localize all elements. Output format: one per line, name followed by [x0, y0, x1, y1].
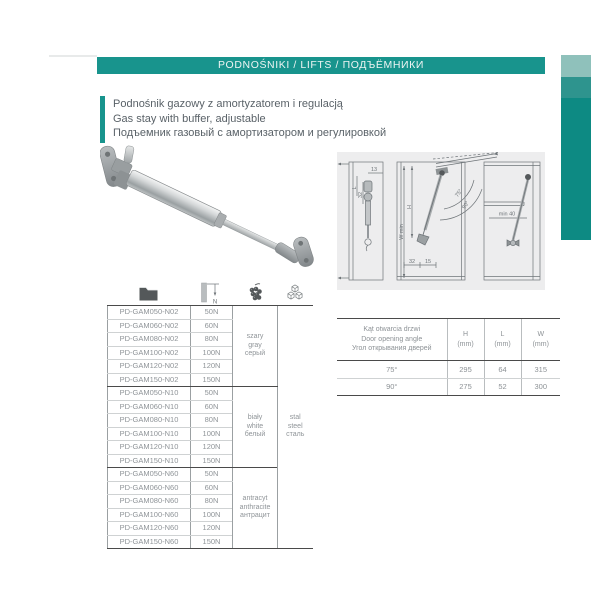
part-code: PD-GAM050-N02	[108, 306, 191, 320]
page-edge-tab	[561, 55, 591, 240]
part-force: 50N	[191, 306, 233, 320]
force-icon-n-label: N	[212, 299, 218, 305]
angle-value: 90°	[337, 378, 447, 396]
h-dim-label: H	[407, 205, 413, 209]
edge-tab-mid	[561, 77, 591, 98]
part-force: 50N	[191, 387, 233, 401]
gas-stay-product-image	[100, 140, 330, 290]
color-name-pl: antracyt	[242, 495, 268, 503]
part-force: 80N	[191, 333, 233, 347]
part-code: PD-GAM120-N10	[108, 441, 191, 455]
part-code: PD-GAM060-N60	[108, 481, 191, 495]
part-code: PD-GAM100-N10	[108, 427, 191, 441]
part-force: 80N	[191, 414, 233, 428]
color-name-en: anthracite	[239, 503, 271, 511]
dim-L-label: L	[352, 186, 358, 190]
parts-table	[107, 305, 313, 549]
angle-table-header	[337, 319, 560, 361]
color-name-en: gray	[248, 341, 262, 349]
part-code: PD-GAM120-N02	[108, 360, 191, 374]
part-force: 120N	[191, 441, 233, 455]
technical-drawings	[337, 152, 545, 290]
part-code: PD-GAM150-N60	[108, 535, 191, 549]
color-name-pl: biały	[247, 414, 263, 422]
part-force: 120N	[191, 522, 233, 536]
part-code: PD-GAM100-N60	[108, 508, 191, 522]
table-row	[108, 306, 313, 320]
part-code: PD-GAM060-N02	[108, 319, 191, 333]
color-icon	[246, 283, 264, 302]
dim-15-label: 15	[424, 259, 432, 265]
material-pl: stal	[289, 414, 301, 422]
piston-rod	[223, 219, 282, 251]
angle-90-label: 90°	[461, 200, 472, 211]
technical-drawing-panel	[337, 152, 545, 290]
angle-header-cell	[337, 319, 447, 361]
angle-header-ru: Угол открывания дверей	[351, 345, 432, 353]
product-title-block	[100, 96, 386, 143]
part-force: 120N	[191, 360, 233, 374]
col-h-name: H	[462, 331, 469, 338]
col-header-l	[484, 319, 521, 361]
min-40-label: min 40	[498, 211, 516, 218]
color-name-en: white	[246, 422, 264, 430]
angle-header-en: Door opening angle	[361, 335, 423, 343]
part-force: 60N	[191, 319, 233, 333]
dim-13-label: 13	[370, 167, 378, 173]
part-code: PD-GAM150-N10	[108, 454, 191, 468]
color-group-szary	[233, 306, 278, 387]
part-force: 60N	[191, 400, 233, 414]
col-l-name: L	[500, 331, 505, 338]
material-ru: сталь	[286, 431, 305, 439]
col-w-name: W	[537, 331, 545, 338]
folder-icon	[138, 284, 159, 302]
part-code: PD-GAM100-N02	[108, 346, 191, 360]
l-value: 64	[484, 361, 521, 379]
section-header-text: PODNOŚNIKI / LIFTS / ПОДЪЁМНИКИ	[217, 59, 425, 71]
title-line-ru: Подъемник газовый с амортизатором и регулировкой	[113, 127, 387, 140]
part-code: PD-GAM060-N10	[108, 400, 191, 414]
w-value: 315	[521, 361, 560, 379]
force-icon	[200, 282, 222, 305]
part-code: PD-GAM080-N60	[108, 495, 191, 509]
opening-angle-table	[337, 318, 560, 396]
header-decor-line	[49, 55, 97, 57]
section-header-bar	[97, 57, 545, 74]
w-min-label: W min	[399, 224, 405, 240]
part-force: 150N	[191, 454, 233, 468]
col-w-unit: (mm)	[532, 340, 549, 348]
edge-tab-dark	[561, 98, 591, 240]
part-code: PD-GAM050-N10	[108, 387, 191, 401]
part-force: 150N	[191, 373, 233, 387]
col-header-w	[521, 319, 560, 361]
edge-tab-light	[561, 55, 591, 77]
part-force: 100N	[191, 508, 233, 522]
part-code: PD-GAM050-N60	[108, 468, 191, 482]
color-name-ru: серый	[244, 350, 266, 358]
color-name-ru: антрацит	[240, 512, 270, 520]
material-cell	[278, 306, 313, 549]
h-value: 295	[447, 361, 484, 379]
drawing-side-view	[338, 162, 384, 280]
color-group-antracyt	[233, 468, 278, 549]
col-h-unit: (mm)	[457, 340, 474, 348]
title-line-pl: Podnośnik gazowy z amortyzatorem i regulacją	[113, 98, 343, 110]
adjuster-knob	[123, 145, 134, 163]
part-code: PD-GAM080-N02	[108, 333, 191, 347]
part-code: PD-GAM150-N02	[108, 373, 191, 387]
color-name-pl: szary	[246, 333, 264, 341]
h-value: 275	[447, 378, 484, 396]
part-force: 150N	[191, 535, 233, 549]
cylinder-body	[125, 169, 222, 227]
col-l-unit: (mm)	[494, 340, 511, 348]
col-header-h	[447, 319, 484, 361]
angle-row-90	[337, 378, 560, 396]
dim-32-bottom-label: 32	[408, 259, 416, 265]
l-value: 52	[484, 378, 521, 396]
part-force: 60N	[191, 481, 233, 495]
part-code: PD-GAM080-N10	[108, 414, 191, 428]
dim-32-side-label: 32	[358, 191, 364, 199]
w-value: 300	[521, 378, 560, 396]
part-force: 100N	[191, 427, 233, 441]
material-icon	[285, 283, 305, 302]
material-en: steel	[287, 422, 303, 430]
angle-row-75	[337, 361, 560, 379]
part-force: 50N	[191, 468, 233, 482]
angle-header-pl: Kąt otwarcia drzwi	[363, 326, 421, 334]
drawing-depth-view	[484, 162, 540, 280]
angle-75-label: 75°	[454, 188, 465, 199]
angle-value: 75°	[337, 361, 447, 379]
part-force: 80N	[191, 495, 233, 509]
color-name-ru: белый	[244, 431, 266, 439]
title-line-en: Gas stay with buffer, adjustable	[113, 112, 266, 125]
part-force: 100N	[191, 346, 233, 360]
part-code: PD-GAM120-N60	[108, 522, 191, 536]
color-group-bialy	[233, 387, 278, 468]
